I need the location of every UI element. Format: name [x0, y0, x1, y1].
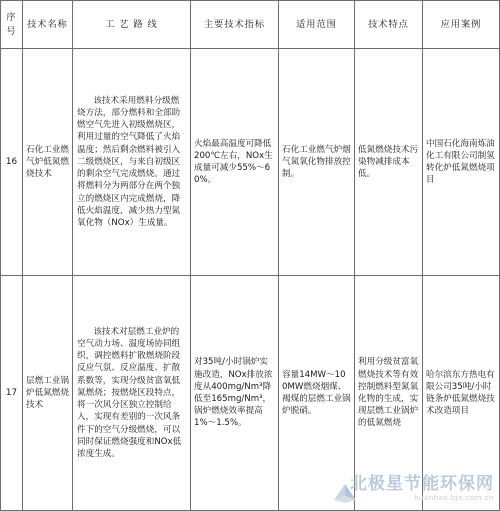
header-tech-name: 技术名称	[23, 1, 73, 49]
table-row	[1, 49, 500, 276]
case-cell: 哈尔滨东方热电有限公司35吨/小时链条炉低氮燃烧技术改造项目	[423, 276, 500, 511]
watermark-text: 北极星节能环保网	[350, 474, 494, 494]
feature-cell: 低氮燃烧技术污染物减排成本低。	[355, 49, 423, 276]
tech-name-cell: 石化工业燃气炉低氮燃烧技术	[23, 49, 73, 276]
table-row	[1, 276, 500, 511]
process-route-cell: 该技术对层燃工业炉的空气动力场、温度场协同组织，调控燃料扩散燃烧阶段反应气氛、反应温度、扩散系数等，实现分级贫富氧低氮燃烧；按燃烧区段特点，将一次风分区独立控制给入，实现有差别的一次风条件下的空气分级燃烧，可以同时保证燃烧强度和NOx低浓度生成。	[73, 276, 191, 511]
row-number: 16	[1, 49, 23, 276]
header-no: 序号	[1, 1, 23, 49]
process-route-cell: 该技术采用燃料分级燃烧方法，部分燃料和全部助燃空气先进入初级燃烧区，利用过量的空气降低了火焰温度；然后剩余燃料被引入二级燃烧区，与来自初级区的剩余空气完成燃烧。通过将燃料分为两部分在两个独立的燃烧区内完成燃烧，降低火焰温度，减少热力型氮氧化物（NOx）生成量。	[73, 49, 191, 276]
indicator-cell: 火焰最高温度可降低200℃左右，NOx生成量可减少55%～60%。	[191, 49, 279, 276]
table-header-row	[1, 1, 500, 49]
feature-cell: 利用分级贫富氧燃烧技术等有效控制燃料型氮氧化物的生成，实现层燃工业锅炉的低氮燃烧	[355, 276, 423, 511]
watermark-url: huanbao.bjx.com.cn	[414, 494, 494, 502]
row-number: 17	[1, 276, 23, 511]
scope-cell: 容量14MW～100MW燃烧烟煤、褐煤的层燃工业锅炉脱硝。	[279, 276, 355, 511]
header-cases: 应用案例	[423, 1, 500, 49]
tech-name-cell: 层燃工业锅炉低氮燃烧技术	[23, 276, 73, 511]
scope-cell: 石化工业燃气炉烟气氮氧化物排放控制。	[279, 49, 355, 276]
header-main-indicators: 主要技术指标	[191, 1, 279, 49]
watermark-logo-icon	[332, 482, 358, 508]
case-cell: 中国石化海南炼油化工有限公司制氢转化炉低氮燃烧项目	[423, 49, 500, 276]
header-features: 技术特点	[355, 1, 423, 49]
header-scope: 适用范围	[279, 1, 355, 49]
indicator-cell: 对35吨/小时锅炉实施改造，NOx排放浓度从400mg/Nm³降低至165mg/Nm³，锅炉燃烧效率提高1%～1.5%。	[191, 276, 279, 511]
header-process-route: 工 艺 路 线	[73, 1, 191, 49]
